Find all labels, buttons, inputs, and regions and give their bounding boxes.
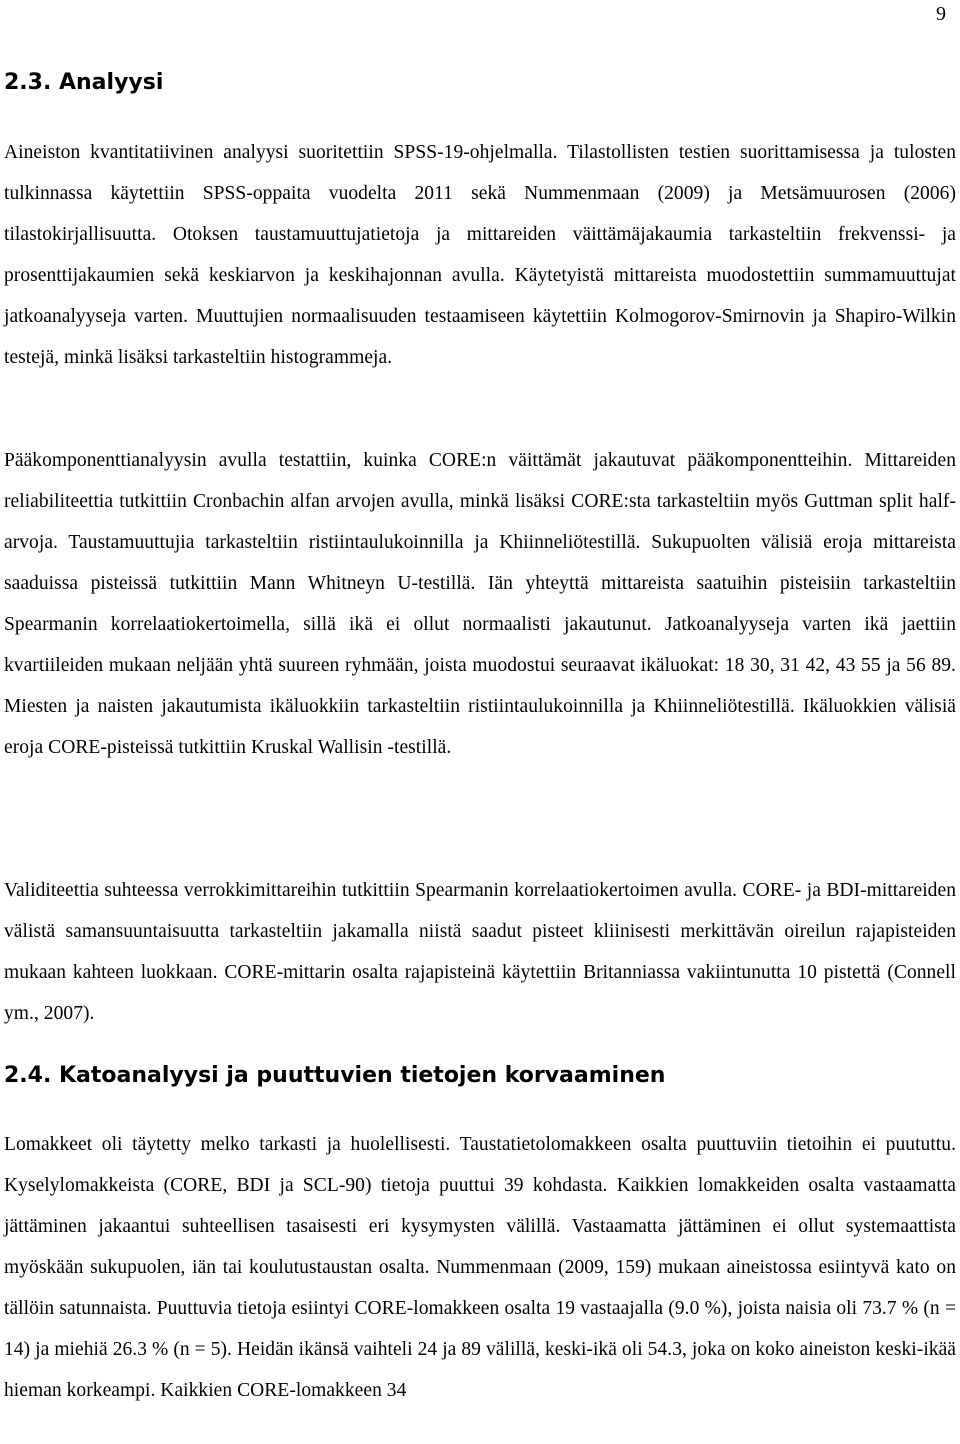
paragraph-statistical-tests: Pääkomponenttianalyysin avulla testattiin, kuinka CORE:n väittämät jakautuvat pääkomponentteihin. Mittareiden reliabiliteettia tutkittiin Cronbachin alfan arvojen avulla, minkä lisäksi CORE:sta tarkasteltiin myös Guttman split half-arvoja. Taustamuuttujia tarkasteltiin ristiintaulukoinnilla ja Khiinneliötestillä. Sukupuolten välisiä eroja mittareista saaduissa pisteissä tutkittiin Mann Whitneyn U-testillä. Iän yhteyttä mittareista saatuihin pisteisiin tarkasteltiin Spearmanin korrelaatiokertoimella, sillä ikä ei ollut normaalisti jakautunut. Jatkoanalyyseja varten ikä jaettiin kvartiileiden mukaan neljään yhtä suureen ryhmään, joista muodostui seuraavat ikäluokat: 18 30, 31 42, 43 55 ja 56 89. Miesten ja naisten jakautumista ikäluokkiin tarkasteltiin ristiintaulukoinnilla ja Khiinneliötestillä. Ikäluokkien välisiä eroja CORE-pisteissä tutkittiin Kruskal Wallisin -testillä.	[4, 450, 956, 758]
paragraph-validity: Validiteettia suhteessa verrokkimittareihin tutkittiin Spearmanin korrelaatiokertoimen avulla. CORE- ja BDI-mittareiden välistä samansuuntaisuutta tarkasteltiin jakamalla niistä saadut pisteet kliinisesti merkittävän oireilun rajapisteiden mukaan kahteen luokkaan. CORE-mittarin osalta rajapisteinä käytettiin Britanniassa vakiintunutta 10 pistettä (Connell ym., 2007).	[4, 880, 956, 1024]
page-number: 9	[936, 3, 946, 25]
section-heading-analyysi: 2.3. Analyysi	[4, 70, 164, 95]
paragraph-missing-data: Lomakkeet oli täytetty melko tarkasti ja huolellisesti. Taustatietolomakkeen osalta puuttuviin tietoihin ei puututtu. Kyselylomakkeista (CORE, BDI ja SCL-90) tietoja puuttui 39 kohdasta. Kaikkien lomakkeiden osalta vastaamatta jättäminen jakaantui suhteellisen tasaisesti eri kysymysten välillä. Vastaamatta jättäminen ei ollut systemaattista myöskään sukupuolen, iän tai koulutustaustan osalta. Nummenmaan (2009, 159) mukaan aineistossa esiintyvä kato on tällöin satunnaista. Puuttuvia tietoja esiintyi CORE-lomakkeen osalta 19 vastaajalla (9.0 %), joista naisia oli 73.7 % (n = 14) ja miehiä 26.3 % (n = 5). Heidän ikänsä vaihteli 24 ja 89 välillä, keski-ikä oli 54.3, joka on koko aineiston keski-ikää hieman korkeampi. Kaikkien CORE-lomakkeen 34	[4, 1134, 956, 1401]
section-heading-katoanalyysi: 2.4. Katoanalyysi ja puuttuvien tietojen korvaaminen	[4, 1063, 666, 1088]
paragraph-analysis-methods: Aineiston kvantitatiivinen analyysi suoritettiin SPSS-19-ohjelmalla. Tilastollisten testien suorittamisessa ja tulosten tulkinnassa käytettiin SPSS-oppaita vuodelta 2011 sekä Nummenmaan (2009) ja Metsämuurosen (2006) tilastokirjallisuutta. Otoksen taustamuuttujatietoja ja mittareiden väittämäjakaumia tarkasteltiin frekvenssi- ja prosenttijakaumien sekä keskiarvon ja keskihajonnan avulla. Käytetyistä mittareista muodostettiin summamuuttujat jatkoanalyyseja varten. Muuttujien normaalisuuden testaamiseen käytettiin Kolmogorov-Smirnovin ja Shapiro-Wilkin testejä, minkä lisäksi tarkasteltiin histogrammeja.	[4, 142, 956, 368]
